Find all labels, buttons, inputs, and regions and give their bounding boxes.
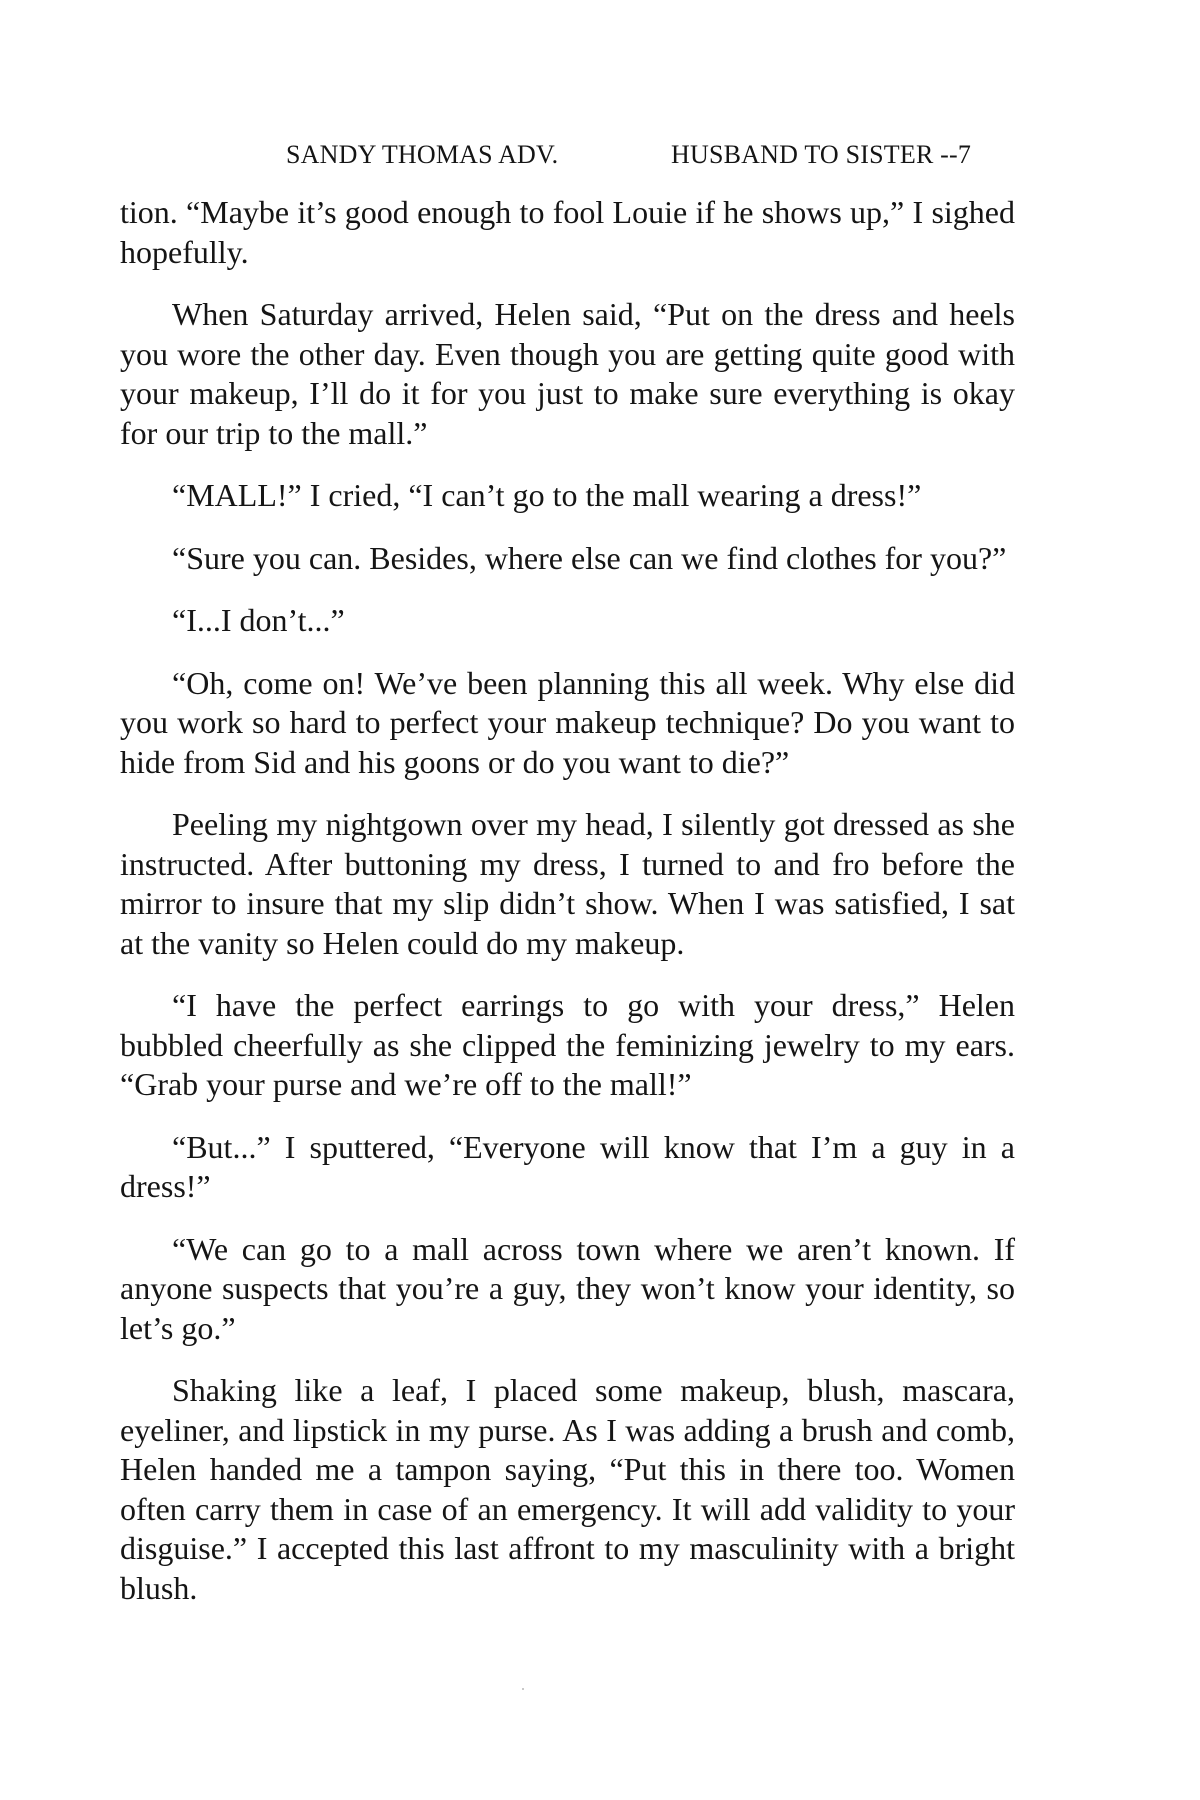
header-book-title-page-number: HUSBAND TO SISTER --7 xyxy=(671,140,972,169)
header-author-title: SANDY THOMAS ADV. xyxy=(286,140,559,169)
paragraph: Shaking like a leaf, I placed some makeup, blush, mascara, eyeliner, and lipstick in my purse. As I was adding a brush and comb, Helen handed me a tampon saying, “Put this in there too. Women often carry them in case of an emergency. It will add validity to your disguise.” I accepted this last affront to my masculinity with a bright blush. xyxy=(120,1372,1015,1606)
paragraph: Peeling my nightgown over my head, I silently got dressed as she instructed. After buttoning my dress, I turned to and fro before the mirror to insure that my slip didn’t show. When I was satisfied, I sat at the vanity so Helen could do my makeup. xyxy=(120,806,1015,961)
paragraph: “I have the perfect earrings to go with your dress,” Helen bubbled cheerfully as she clipped the feminizing jewelry to my ears. “Grab your purse and we’re off to the mall!” xyxy=(120,987,1015,1102)
paragraph: “Sure you can. Besides, where else can we find clothes for you?” xyxy=(172,539,1007,576)
paragraph: When Saturday arrived, Helen said, “Put on the dress and heels you wore the other day. Even though you are getting quite good with your makeup, I’ll do it for you just to make sure everything is okay for our trip to the mall.” xyxy=(120,296,1015,451)
body-text xyxy=(120,193,1015,1631)
paragraph: tion. “Maybe it’s good enough to fool Louie if he shows up,” I sighed hopefully. xyxy=(120,194,1015,270)
scan-speck xyxy=(522,1688,524,1690)
paragraph: “I...I don’t...” xyxy=(172,602,345,638)
paragraph: “We can go to a mall across town where we aren’t known. If anyone suspects that you’re a guy, they won’t know your identity, so let’s go.” xyxy=(120,1230,1015,1346)
paragraph: “MALL!” I cried, “I can’t go to the mall wearing a dress!” xyxy=(172,477,922,513)
paragraph: “But...” I sputtered, “Everyone will know that I’m a guy in a dress!” xyxy=(120,1128,1015,1204)
running-header xyxy=(286,140,1066,176)
paragraph: “Oh, come on! We’ve been planning this all week. Why else did you work so hard to perfect your makeup technique? Do you want to hide from Sid and his goons or do you want to die?” xyxy=(120,664,1015,780)
